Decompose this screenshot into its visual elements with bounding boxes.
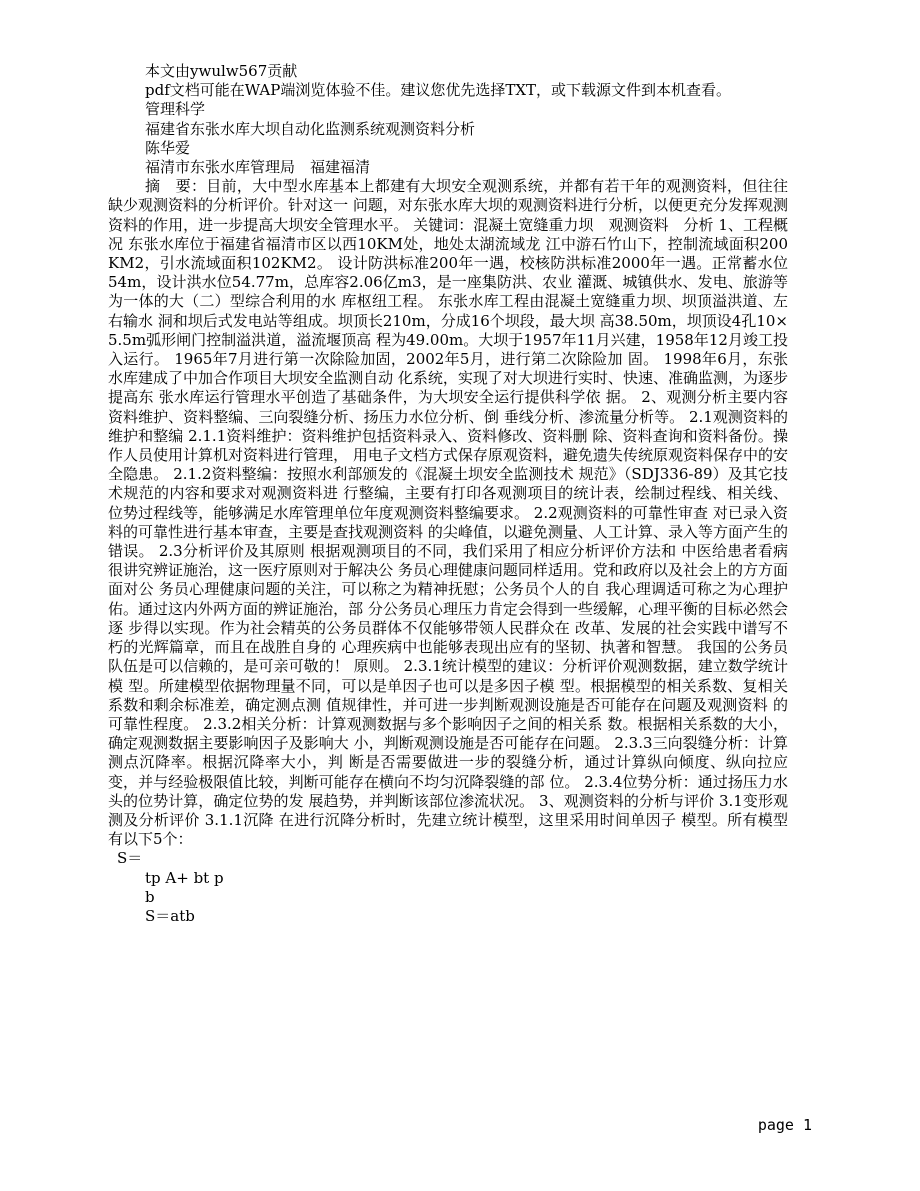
author-name: 陈华爱	[145, 138, 191, 157]
journal-name: 管理科学	[145, 100, 206, 119]
document-content	[108, 62, 788, 926]
formula-denominator: b	[145, 887, 155, 906]
page-number: page 1	[757, 1116, 812, 1134]
article-body: 摘 要：目前，大中型水库基本上都建有大坝安全观测系统，并都有若干年的观测资料，但往往缺少观测资料的分析评价。针对这一 问题，对东张水库大坝的观测资料进行分析，以便更充分发挥观测资料的作用，进一步提高大坝安全管理水平。 关键词：混凝土宽缝重力坝 观测资料 分析 1、工程概况 东张水库位于福建省福清市区以西10KM处，地处太湖流域龙 江中游石竹山下，控制流域面积200KM2，引水流域面积102KM2。 设计防洪标准200年一遇，校核防洪标准2000年一遇。正常蓄水位 54m，设计洪水位54.77m，总库容2.06亿m3，是一座集防洪、农业 灌溉、城镇供水、发电、旅游等为一体的大（二）型综合利用的水 库枢纽工程。 东张水库工程由混凝土宽缝重力坝、坝顶溢洪道、左右输水 洞和坝后式发电站等组成。坝顶长210m，分成16个坝段，最大坝 高38.50m，坝顶设4孔10×5.5m弧形闸门控制溢洪道，溢流堰顶高 程为49.00m。大坝于1957年11月兴建，1958年12月竣工投入运行。 1965年7月进行第一次除险加固，2002年5月，进行第二次除险加 固。 1998年6月，东张水库建成了中加合作项目大坝安全监测自动 化系统，实现了对大坝进行实时、快速、准确监测，为逐步提高东 张水库运行管理水平创造了基础条件，为大坝安全运行提供科学依 据。 2、观测分析主要内容 资料维护、资料整编、三向裂缝分析、扬压力水位分析、倒 垂线分析、渗流量分析等。 2.1观测资料的维护和整编 2.1.1资料维护：资料维护包括资料录入、资料修改、资料删 除、资料查询和资料备份。操作人员使用计算机对资料进行管理， 用电子文档方式保存原观资料，避免遗失传统原观资料保存中的安 全隐患。 2.1.2资料整编：按照水利部颁发的《混凝土坝安全监测技术 规范》（SDJ336-89）及其它技术规范的内容和要求对观测资料进 行整编，主要有打印各观测项目的统计表，绘制过程线、相关线、 位势过程线等，能够满足水库管理单位年度观测资料整编要求。 2.2观测资料的可靠性审查 对已录入资料的可靠性进行基本审查，主要是查找观测资料 的尖峰值，以避免测量、人工计算、录入等方面产生的错误。 2.3分析评价及其原则 根据观测项目的不同，我们采用了相应分析评价方法和 中医给患者看病很讲究辨证施治，这一医疗原则对于解决公 务员心理健康问题同样适用。党和政府以及社会上的方方面面对公 务员心理健康问题的关注，可以称之为精神抚慰；公务员个人的自 我心理调适可称之为心理护佑。通过这内外两方面的辨证施治，部 分公务员心理压力肯定会得到一些缓解，心理平衡的目标必然会逐 步得以实现。作为社会精英的公务员群体不仅能够带领人民群众在 改革、发展的社会实践中谱写不朽的光辉篇章，而且在战胜自身的 心理疾病中也能够表现出应有的坚韧、执著和智慧。 我国的公务员队伍是可以信赖的，是可亲可敬的！ 原则。 2.3.1统计模型的建议：分析评价观测数据，建立数学统计模 型。所建模型依据物理量不同，可以是单因子也可以是多因子模 型。根据模型的相关系数、复相关系数和剩余标准差，确定测点测 值规律性，并可进一步判断观测设施是否可能存在问题及观测资料 的可靠性程度。 2.3.2相关分析：计算观测数据与多个影响因子之间的相关系 数。根据相关系数的大小，确定观测数据主要影响因子及影响大 小，判断观测设施是否可能存在问题。 2.3.3三向裂缝分析：计算测点沉降率。根据沉降率大小，判 断是否需要做进一步的裂缝分析，通过计算纵向倾度、纵向拉应 变，并与经验极限值比较，判断可能存在横向不均匀沉降裂缝的部 位。 2.3.4位势分析：通过扬压力水头的位势计算，确定位势的发 展趋势，并判断该部位渗流状况。 3、观测资料的分析与评价 3.1变形观测及分析评价 3.1.1沉降 在进行沉降分析时，先建立统计模型，这里采用时间单因子 模型。所有模型有以下5个：	[108, 177, 788, 849]
author-affiliation: 福清市东张水库管理局 福建福清	[145, 158, 371, 177]
article-title: 福建省东张水库大坝自动化监测系统观测资料分析	[145, 119, 476, 138]
pdf-notice: pdf文档可能在WAP端浏览体验不佳。建议您优先选择TXT，或下载源文件到本机查看。	[145, 81, 732, 100]
formula-power-model: S＝atb	[145, 906, 195, 925]
contributor-line: 本文由ywulw567贡献	[145, 62, 298, 80]
formula-s-label: S＝	[117, 849, 143, 868]
formula-line: tp A+ bt p	[145, 868, 224, 887]
